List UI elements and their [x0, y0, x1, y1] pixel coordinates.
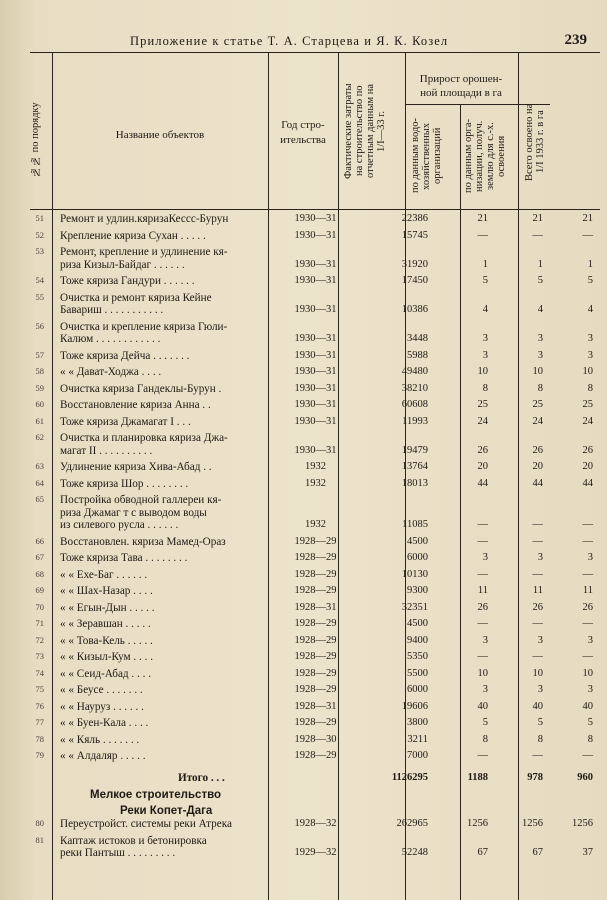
- row-year: 1928—29: [294, 618, 337, 629]
- row-year: 1932: [305, 519, 326, 530]
- row-total: 24: [582, 415, 593, 427]
- row-total: 8: [587, 733, 593, 745]
- row-growth-b: 1: [537, 258, 543, 270]
- row-total: —: [582, 618, 593, 629]
- table-row: [35, 477, 600, 495]
- table-row: [35, 291, 600, 321]
- table-row: [35, 733, 600, 751]
- row-year: 1928—31: [294, 700, 337, 712]
- row-growth-a: 3: [482, 333, 488, 344]
- row-name: Тоже кяриза Шор . . . . . . . .: [60, 477, 189, 490]
- row-growth-b: 11: [532, 585, 543, 596]
- row-number: 53: [35, 246, 44, 256]
- row-total: —: [582, 568, 593, 580]
- row-cost: 38210: [401, 382, 428, 394]
- row-year: 1928—29: [294, 585, 337, 596]
- row-year: 1930—31: [294, 366, 337, 377]
- row-cost: 5988: [407, 349, 428, 361]
- table-row: [35, 618, 600, 635]
- row-year: 1928—29: [294, 535, 337, 547]
- table-row: [35, 366, 600, 383]
- row-cost: 22386: [401, 213, 428, 224]
- row-number: 69: [35, 585, 44, 595]
- row-growth-b: —: [532, 535, 543, 547]
- row-year: 1930—31: [294, 258, 337, 270]
- row-name: « « Алдаляр . . . . .: [60, 750, 146, 762]
- total-b: 978: [527, 772, 543, 783]
- row-name: Переустройст. системы реки Атрека: [60, 818, 232, 830]
- row-growth-b: 21: [532, 213, 543, 224]
- row-year: 1928—29: [294, 651, 337, 662]
- row-name: « « Буен-Кала . . . .: [60, 717, 149, 729]
- row-growth-b: 10: [532, 667, 543, 679]
- row-growth-b: 40: [532, 700, 543, 712]
- row-cost: 19479: [401, 444, 428, 456]
- row-total: 3: [587, 552, 593, 563]
- col-header-growth-b: по данным орга- низации, получ. землю для с.-х. освоения: [463, 118, 507, 194]
- table-row: [35, 601, 600, 619]
- row-name: Тоже кяриза Гандури . . . . . .: [60, 275, 195, 287]
- table-row: [35, 750, 600, 767]
- row-year: 1930—31: [294, 333, 337, 344]
- row-total: —: [582, 519, 593, 530]
- row-growth-b: 5: [537, 275, 543, 286]
- row-number: 77: [35, 717, 44, 727]
- row-name: Очистка кяриза Гандеклы-Бурун .: [60, 382, 222, 395]
- row-total: 3: [587, 349, 593, 361]
- row-number: 64: [35, 477, 44, 488]
- row-year: 1928—29: [294, 750, 337, 761]
- col-header-total: Всего освоено на 1/I 1933 г. в га: [524, 103, 546, 181]
- row-cost: 3448: [407, 333, 428, 344]
- row-growth-a: —: [477, 229, 488, 241]
- row-name: Постройка обводной галлереи кя- риза Джамаг т с выводом воды из силевого русла . . . . . .: [60, 494, 222, 531]
- row-cost: 13764: [401, 461, 428, 472]
- row-growth-a: 10: [477, 667, 488, 679]
- row-number: 62: [35, 432, 44, 442]
- row-growth-a: 4: [482, 304, 488, 315]
- row-cost: 6000: [407, 552, 428, 563]
- row-cost: 262965: [396, 818, 428, 829]
- row-total: 4: [587, 304, 593, 315]
- row-cost: 11085: [402, 519, 428, 530]
- table-row: [35, 568, 600, 586]
- row-name: « « Ехе-Баг . . . . . .: [60, 568, 148, 581]
- row-growth-a: —: [477, 651, 488, 662]
- table-row: [35, 399, 600, 416]
- table-row: [35, 634, 600, 652]
- row-cost: 31920: [401, 258, 428, 270]
- row-growth-b: 26: [532, 444, 543, 456]
- row-year: 1928—31: [294, 601, 337, 613]
- row-year: 1932: [305, 477, 326, 489]
- row-number: 72: [35, 634, 44, 645]
- row-growth-a: 40: [477, 700, 488, 712]
- total-a: 1188: [467, 772, 488, 783]
- row-number: 63: [35, 461, 44, 471]
- row-cost: 15745: [401, 229, 428, 241]
- row-name: « « Науруз . . . . . .: [60, 700, 144, 713]
- row-growth-a: 25: [477, 399, 488, 410]
- row-growth-a: —: [477, 535, 488, 547]
- table-row: [35, 585, 600, 602]
- row-growth-b: 20: [532, 461, 543, 472]
- row-growth-a: 5: [482, 717, 488, 728]
- table-row: [35, 349, 600, 367]
- row-total: —: [582, 535, 593, 547]
- row-growth-a: 44: [477, 477, 488, 489]
- row-total: —: [582, 229, 593, 241]
- row-number: 67: [35, 552, 44, 562]
- row-growth-b: 10: [532, 366, 543, 377]
- row-total: 3: [587, 634, 593, 646]
- row-year: 1930—31: [294, 304, 337, 315]
- row-growth-b: 24: [532, 415, 543, 427]
- table-top-rule: [30, 52, 600, 53]
- row-total: 1256: [572, 818, 593, 829]
- row-total: 1: [587, 258, 593, 270]
- row-growth-a: 3: [482, 552, 488, 563]
- row-year: 1928—29: [294, 552, 337, 563]
- row-total: 25: [582, 399, 593, 410]
- row-number: 65: [35, 494, 44, 504]
- row-number: 71: [35, 618, 44, 628]
- table-row: [35, 415, 600, 433]
- table-row: [35, 320, 600, 350]
- row-number: 73: [35, 651, 44, 661]
- row-name: Тоже кяриза Джамагат I . . .: [60, 415, 191, 428]
- row-name: « « Дават-Ходжа . . . .: [60, 366, 162, 378]
- row-year: 1928—30: [294, 733, 337, 745]
- row-number: 57: [35, 349, 44, 360]
- row-number: 51: [35, 213, 44, 223]
- row-year: 1928—29: [294, 634, 337, 646]
- row-total: 44: [582, 477, 593, 489]
- row-name: Каптаж истоков и бетонировка реки Пантыш . . . . . . . . .: [60, 834, 207, 859]
- row-number: 54: [35, 275, 44, 285]
- col-header-num: №№ по порядку: [30, 102, 41, 178]
- row-cost: 52248: [401, 847, 428, 858]
- row-name: « « Беусе . . . . . . .: [60, 684, 143, 696]
- table-row: [35, 213, 600, 230]
- row-growth-b: —: [532, 618, 543, 629]
- row-total: 10: [582, 366, 593, 377]
- header-title: Приложение к статье Т. А. Старцева и Я. К. Козел: [130, 34, 449, 48]
- row-total: 20: [582, 461, 593, 472]
- row-cost: 19606: [401, 700, 428, 712]
- row-name: Крепление кяриза Сухан . . . . .: [60, 229, 206, 242]
- row-year: 1930—31: [294, 213, 337, 224]
- row-name: Очистка и ремонт кяриза Кейне Бавариш . . . . . . . . . . .: [60, 291, 212, 316]
- row-cost: 4500: [407, 535, 428, 547]
- total-label: Итого . . .: [178, 772, 225, 784]
- row-number: 80: [35, 818, 44, 828]
- row-growth-a: 20: [477, 461, 488, 472]
- header-bottom-rule: [30, 209, 600, 210]
- row-cost: 10386: [401, 304, 428, 315]
- row-number: 78: [35, 733, 44, 744]
- row-cost: 3211: [407, 733, 428, 745]
- row-growth-b: 3: [537, 333, 543, 344]
- row-cost: 4500: [407, 618, 428, 629]
- row-growth-a: 8: [482, 733, 488, 745]
- total-c: 960: [577, 772, 593, 783]
- row-cost: 60608: [401, 399, 428, 410]
- row-growth-b: —: [532, 651, 543, 662]
- row-name: Ремонт, крепление и удлинение кя- риза Кизыл-Байдаг . . . . . .: [60, 246, 228, 271]
- row-number: 52: [35, 229, 44, 240]
- row-year: 1930—31: [294, 349, 337, 361]
- row-number: 79: [35, 750, 44, 760]
- row-cost: 18013: [401, 477, 428, 489]
- row-growth-a: 21: [477, 213, 488, 224]
- row-total: 37: [582, 847, 593, 858]
- row-growth-b: 8: [537, 382, 543, 394]
- table-row: [35, 382, 600, 400]
- total-row: [48, 772, 600, 789]
- row-number: 75: [35, 684, 44, 694]
- row-growth-b: 25: [532, 399, 543, 410]
- row-cost: 10130: [401, 568, 428, 580]
- row-cost: 6000: [407, 684, 428, 695]
- row-total: —: [582, 750, 593, 761]
- row-name: « « Егын-Дын . . . . .: [60, 601, 155, 614]
- row-name: Восстановление кяриза Анна . .: [60, 399, 211, 411]
- row-growth-a: —: [477, 618, 488, 629]
- table-row: [35, 818, 600, 835]
- row-name: Удлинение кяриза Хива-Абад . .: [60, 461, 212, 473]
- col-header-cost: Фактические затраты на строительство по отчетным данным на 1/I—33 г.: [343, 83, 387, 179]
- row-number: 55: [35, 291, 44, 302]
- row-number: 56: [35, 320, 44, 331]
- row-number: 60: [35, 399, 44, 409]
- row-cost: 11993: [402, 415, 428, 427]
- row-name: Тоже кяриза Дейча . . . . . . .: [60, 349, 190, 362]
- row-growth-a: —: [477, 750, 488, 761]
- row-growth-b: 26: [532, 601, 543, 613]
- row-growth-b: 5: [537, 717, 543, 728]
- row-name: « « Кяль . . . . . . .: [60, 733, 140, 746]
- row-number: 76: [35, 700, 44, 711]
- table-row: [35, 834, 600, 864]
- row-year: 1928—29: [294, 568, 337, 580]
- row-cost: 7000: [407, 750, 428, 761]
- table-row: [35, 229, 600, 247]
- row-year: 1930—31: [294, 229, 337, 241]
- row-growth-a: 1256: [467, 818, 488, 829]
- row-total: 3: [587, 333, 593, 344]
- row-year: 1928—29: [294, 684, 337, 695]
- table-row: [35, 717, 600, 734]
- row-total: —: [582, 651, 593, 662]
- total-cost: 1126295: [391, 772, 428, 783]
- row-number: 74: [35, 667, 44, 678]
- row-name: « « Шах-Назар . . . .: [60, 585, 153, 597]
- row-growth-b: —: [532, 568, 543, 580]
- col-header-name: Название объектов: [115, 129, 205, 141]
- row-growth-a: 11: [477, 585, 488, 596]
- row-cost: 5500: [407, 667, 428, 679]
- row-total: 40: [582, 700, 593, 712]
- row-total: 11: [582, 585, 593, 596]
- row-growth-b: —: [532, 229, 543, 241]
- table-row: [35, 494, 600, 536]
- row-name: « « Това-Кель . . . . .: [60, 634, 153, 647]
- row-cost: 5350: [407, 651, 428, 662]
- row-name: « « Кизыл-Кум . . . .: [60, 651, 153, 663]
- row-growth-b: 3: [537, 684, 543, 695]
- row-growth-b: 3: [537, 552, 543, 563]
- row-growth-a: 3: [482, 634, 488, 646]
- col-header-growth-a: по данным водо- хозяйственных организаций: [410, 118, 443, 194]
- row-growth-a: 5: [482, 275, 488, 286]
- row-total: 26: [582, 444, 593, 456]
- page-number: 239: [564, 32, 587, 48]
- row-growth-b: —: [532, 519, 543, 530]
- table-row: [35, 432, 600, 461]
- row-number: 81: [35, 834, 44, 845]
- row-growth-b: —: [532, 750, 543, 761]
- running-header: [0, 32, 607, 52]
- table-row: [35, 684, 600, 701]
- row-cost: 9400: [407, 634, 428, 646]
- row-growth-a: 67: [477, 847, 488, 858]
- row-growth-a: 3: [482, 684, 488, 695]
- row-cost: 3800: [407, 717, 428, 728]
- row-year: 1930—31: [294, 275, 337, 286]
- section-title: Мелкое строительство: [90, 789, 222, 801]
- row-year: 1928—29: [294, 667, 337, 679]
- table-row: [35, 552, 600, 569]
- row-year: 1928—32: [294, 818, 337, 829]
- row-total: 26: [582, 601, 593, 613]
- row-cost: 17450: [401, 275, 428, 286]
- row-number: 66: [35, 535, 44, 546]
- table-row: [35, 700, 600, 718]
- row-growth-a: 26: [477, 444, 488, 456]
- table-row: [35, 461, 600, 478]
- row-total: 21: [582, 213, 593, 224]
- table-row: [35, 651, 600, 668]
- row-growth-a: 8: [482, 382, 488, 394]
- row-growth-a: 26: [477, 601, 488, 613]
- section-subtitle: Реки Копет-Дага: [120, 805, 213, 817]
- row-number: 59: [35, 382, 44, 393]
- row-growth-a: —: [477, 519, 488, 530]
- row-growth-a: 10: [477, 366, 488, 377]
- row-growth-b: 3: [537, 634, 543, 646]
- row-name: Очистка и планировка кяриза Джа- магат II . . . . . . . . . .: [60, 432, 228, 457]
- row-total: 5: [587, 275, 593, 286]
- row-name: Восстановлен. кяриза Мамед-Ораз: [60, 535, 226, 548]
- row-name: « « Зеравшан . . . . .: [60, 618, 151, 630]
- row-growth-a: 24: [477, 415, 488, 427]
- table-row: [35, 535, 600, 553]
- row-year: 1929—32: [294, 847, 337, 858]
- row-name: Тоже кяриза Тава . . . . . . . .: [60, 552, 188, 564]
- row-growth-a: —: [477, 568, 488, 580]
- row-total: 10: [582, 667, 593, 679]
- table-row: [35, 246, 600, 275]
- row-year: 1932: [305, 461, 326, 472]
- row-cost: 9300: [407, 585, 428, 596]
- row-cost: 32351: [401, 601, 428, 613]
- row-growth-b: 67: [532, 847, 543, 858]
- row-year: 1930—31: [294, 444, 337, 456]
- row-year: 1930—31: [294, 415, 337, 427]
- row-number: 58: [35, 366, 44, 376]
- row-number: 68: [35, 568, 44, 579]
- row-number: 61: [35, 415, 44, 426]
- col-header-growth: Прирост орошен- ной площади в га: [419, 73, 503, 99]
- table-row: [35, 275, 600, 292]
- col-header-year: Год стро- ительства: [280, 119, 326, 146]
- row-name: Очистка и крепление кяриза Гюли- Калюм . . . . . . . . . . . .: [60, 320, 228, 345]
- row-year: 1930—31: [294, 399, 337, 410]
- row-growth-b: 4: [537, 304, 543, 315]
- row-total: 5: [587, 717, 593, 728]
- row-growth-b: 1256: [522, 818, 543, 829]
- row-name: « « Сеид-Абад . . . .: [60, 667, 151, 680]
- row-growth-b: 3: [537, 349, 543, 361]
- row-growth-a: 1: [482, 258, 488, 270]
- row-year: 1928—29: [294, 717, 337, 728]
- row-year: 1930—31: [294, 382, 337, 394]
- row-growth-b: 44: [532, 477, 543, 489]
- row-cost: 49480: [401, 366, 428, 377]
- row-growth-a: 3: [482, 349, 488, 361]
- row-growth-b: 8: [537, 733, 543, 745]
- row-name: Ремонт и удлин.кяризаКессс-Бурун: [60, 213, 229, 225]
- row-total: 8: [587, 382, 593, 394]
- row-total: 3: [587, 684, 593, 695]
- table-row: [35, 667, 600, 685]
- row-number: 70: [35, 601, 44, 612]
